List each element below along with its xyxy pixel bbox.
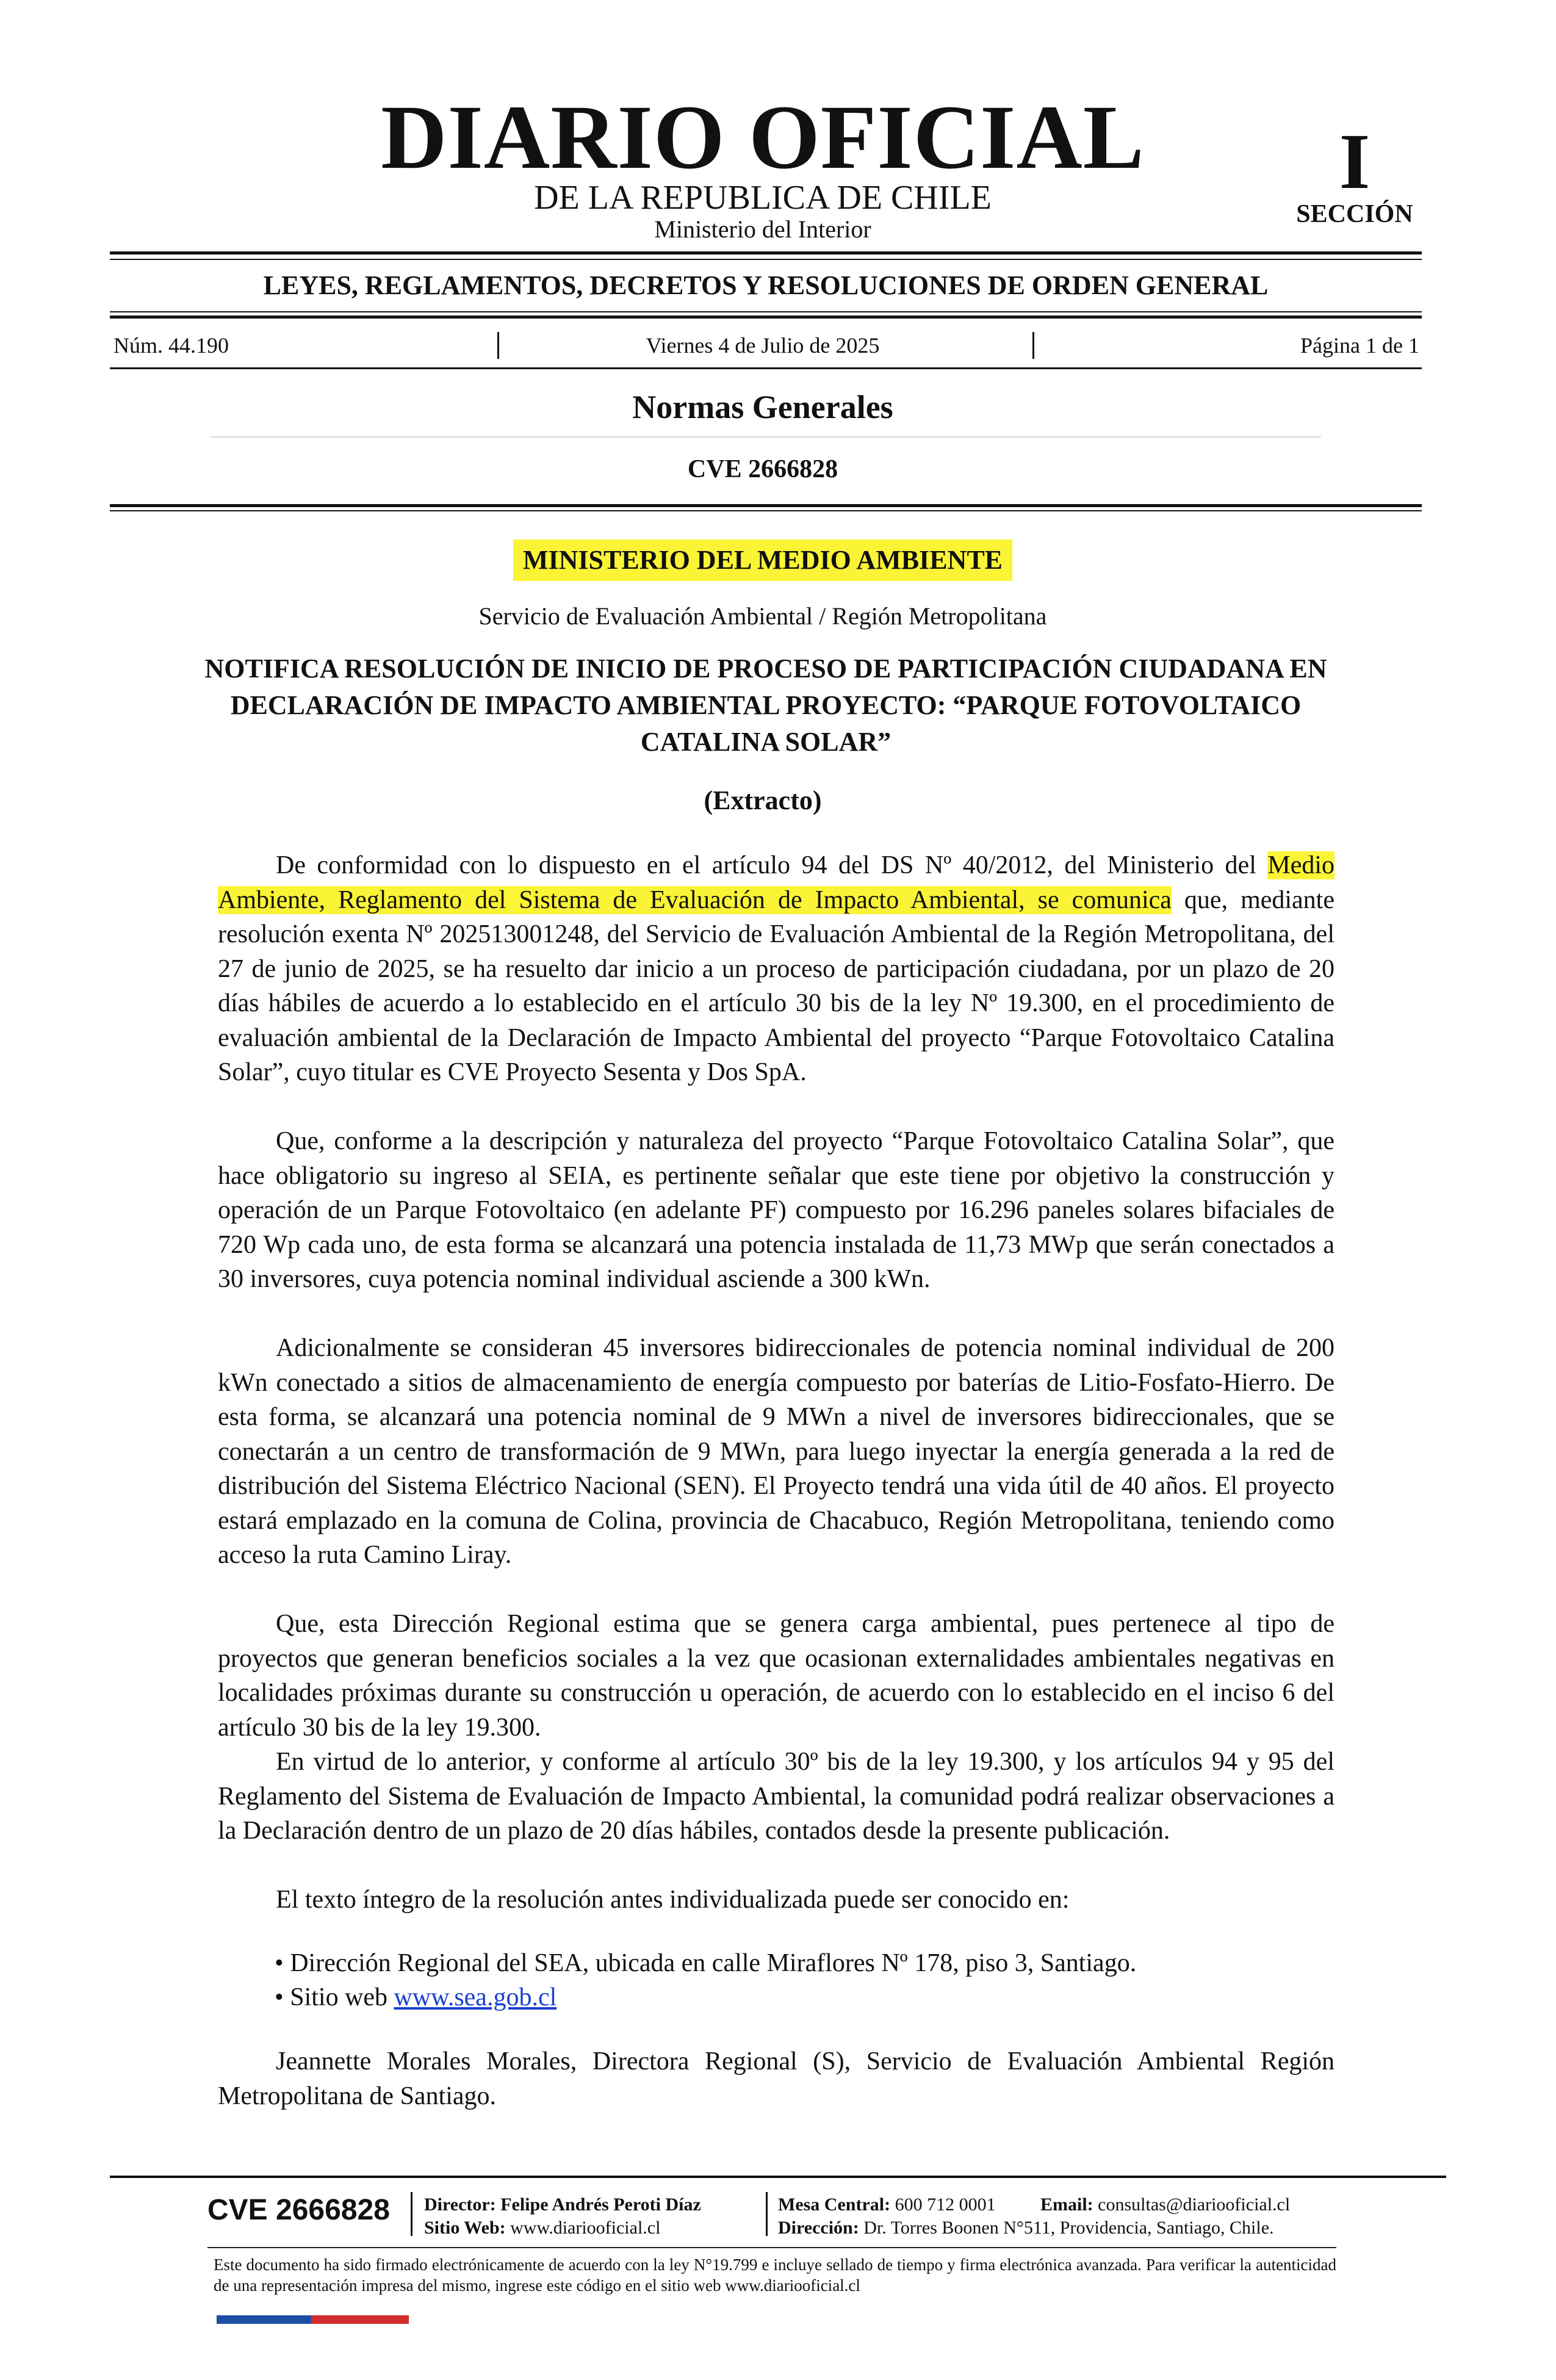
footer-rule: [110, 2176, 1446, 2178]
address-value: Dr. Torres Boonen N°511, Providencia, Santiago, Chile.: [863, 2218, 1274, 2238]
page-count: Página 1 de 1: [1300, 333, 1419, 358]
newspaper-subtitle: DE LA REPUBLICA DE CHILE: [534, 179, 992, 217]
email-value: consultas@diariooficial.cl: [1098, 2194, 1291, 2215]
address-label: Dirección:: [778, 2218, 859, 2238]
footer-address: [778, 2216, 1274, 2240]
bullet-website-prefix: • Sitio web: [275, 1983, 394, 2011]
cve-code: CVE 2666828: [687, 455, 838, 483]
highlighted-text: Medio Ambiente, Reglamento del Sistema de Evaluación de Impacto Ambiental, se comunica: [218, 851, 1334, 914]
norms-heading: Normas Generales: [632, 389, 893, 425]
info-separator: [1032, 332, 1034, 359]
paragraph-1-end: que, mediante resolución exenta Nº 202513001248, del Servicio de Evaluación Ambiental de la Región Metropolitana, del 27 de junio de 2025, se ha resuelto dar inicio a un proceso de participación ciudadana, por un plazo de 20 días hábiles de acuerdo a lo establecido en el artículo 30 bis de la ley Nº 19.300, en el procedimiento de evaluación ambiental de la Declaración de Impacto Ambiental del proyecto “Parque Fotovoltaico Catalina Solar”, cuyo titular es CVE Proyecto Sesenta y Dos SpA.: [218, 885, 1334, 1086]
norms-divider: [211, 436, 1321, 438]
director-label: Director:: [424, 2194, 496, 2215]
footer-central: [778, 2193, 996, 2216]
bullet-office: • Dirección Regional del SEA, ubicada en calle Miraflores Nº 178, piso 3, Santiago.: [275, 1949, 1137, 1977]
website-value: www.diariooficial.cl: [510, 2218, 661, 2238]
section-label: SECCIÓN: [1296, 200, 1413, 228]
infobar-rule: [110, 367, 1422, 369]
paragraph-3: Adicionalmente se consideran 45 inversores bidireccionales de potencia nominal individual de 200 kWn conectado a sitios de almacenamiento de energía compuesto por baterías de Litio-Fosfato-Hierro. De esta forma, se alcanzará una potencia nominal de 9 MWn a nivel de inversores bidireccionales, que se conectarán a un centro de transformación de 9 MWn, para luego inyectar la energía generada a la red de distribución del Sistema Eléctrico Nacional (SEN). El Proyecto tendrá una vida útil de 40 años. El proyecto estará emplazado en la comuna de Colina, provincia de Chacabuco, Región Metropolitana, teniendo como acceso la ruta Camino Liray.: [218, 1334, 1334, 1569]
footer-separator: [411, 2192, 412, 2236]
email-label: Email:: [1040, 2194, 1093, 2215]
newspaper-ministry: Ministerio del Interior: [654, 215, 871, 243]
masthead-rule: [110, 251, 1422, 254]
website-label: Sitio Web:: [424, 2218, 506, 2238]
service-name: Servicio de Evaluación Ambiental / Región Metropolitana: [478, 602, 1047, 630]
masthead-rule-thin: [110, 259, 1422, 260]
footer-cve-code: CVE 2666828: [207, 2194, 390, 2226]
flag-stripe-red: [311, 2315, 409, 2324]
flag-stripe-blue: [217, 2315, 311, 2324]
notice-title: NOTIFICA RESOLUCIÓN DE INICIO DE PROCESO DE PARTICIPACIÓN CIUDADANA EN DECLARACIÓN DE IMPACTO AMBIENTAL PROYECTO: “PARQUE FOTOVOLTAICO CATALINA SOLAR”: [204, 654, 1327, 757]
ministry-name: MINISTERIO DEL MEDIO AMBIENTE: [513, 539, 1012, 581]
central-label: Mesa Central:: [778, 2194, 891, 2215]
cve-rule: [110, 504, 1422, 507]
signature: Jeannette Morales Morales, Directora Regional (S), Servicio de Evaluación Ambiental Región Metropolitana de Santiago.: [218, 2047, 1334, 2110]
heading-rule: [110, 311, 1422, 312]
cve-rule-thin: [110, 510, 1422, 511]
heading-rule-thick: [110, 316, 1422, 319]
issue-date: Viernes 4 de Julio de 2025: [646, 333, 880, 358]
footer-director: [424, 2193, 701, 2216]
bullet-website: [275, 1980, 556, 2015]
newspaper-title: DIARIO OFICIAL: [381, 87, 1145, 188]
footer-separator: [766, 2192, 768, 2236]
director-value: Felipe Andrés Peroti Díaz: [500, 2194, 701, 2215]
section-numeral: I: [1339, 118, 1371, 206]
paragraph-6: El texto íntegro de la resolución antes individualizada puede ser conocido en:: [276, 1886, 1070, 1914]
sea-website-link[interactable]: www.sea.gob.cl: [394, 1983, 557, 2011]
issue-number: Núm. 44.190: [113, 333, 229, 358]
paragraph-2: Que, conforme a la descripción y naturaleza del proyecto “Parque Fotovoltaico Catalina Solar”, que hace obligatorio su ingreso al SEIA, es pertinente señalar que este tiene por objetivo la construcción y operación de un Parque Fotovoltaico (en adelante PF) compuesto por 16.296 paneles solares bifaciales de 720 Wp cada uno, de esta forma se alcanzará una potencia instalada de 11,73 MWp que serán conectados a 30 inversores, cuya potencia nominal individual asciende a 300 kWn.: [218, 1127, 1334, 1293]
paragraph-4: Que, esta Dirección Regional estima que se genera carga ambiental, pues pertenece al tipo de proyectos que generan beneficios sociales a la vez que ocasionan externalidades ambientales negativas en localidades próximas durante su construcción u operación, de acuerdo con lo establecido en el inciso 6 del artículo 30 bis de la ley 19.300.: [218, 1610, 1334, 1742]
paragraph-5: En virtud de lo anterior, y conforme al artículo 30º bis de la ley 19.300, y los artículos 94 y 95 del Reglamento del Sistema de Evaluación de Impacto Ambiental, la comunidad podrá realizar observaciones a la Declaración dentro de un plazo de 20 días hábiles, contados desde la presente publicación.: [218, 1748, 1334, 1845]
footer-email: [1040, 2193, 1290, 2216]
central-value: 600 712 0001: [895, 2194, 996, 2215]
footer-website: [424, 2216, 660, 2240]
section-heading: LEYES, REGLAMENTOS, DECRETOS Y RESOLUCIONES DE ORDEN GENERAL: [263, 270, 1269, 300]
paragraph-1: [218, 848, 1334, 1090]
footer-divider: [207, 2247, 1336, 2248]
ministry-block: [0, 539, 1525, 581]
footer-legal-notice: Este documento ha sido firmado electrónicamente de acuerdo con la ley N°19.799 e incluye sellado de tiempo y firma electrónica avanzada. Para verificar la autenticidad de una representación impresa del mismo, ingrese este código en el sitio web www.diariooficial.cl: [214, 2256, 1336, 2295]
paragraph-1-start: De conformidad con lo dispuesto en el artículo 94 del DS Nº 40/2012, del Ministerio del: [276, 851, 1268, 879]
extract-label: (Extracto): [704, 785, 822, 815]
